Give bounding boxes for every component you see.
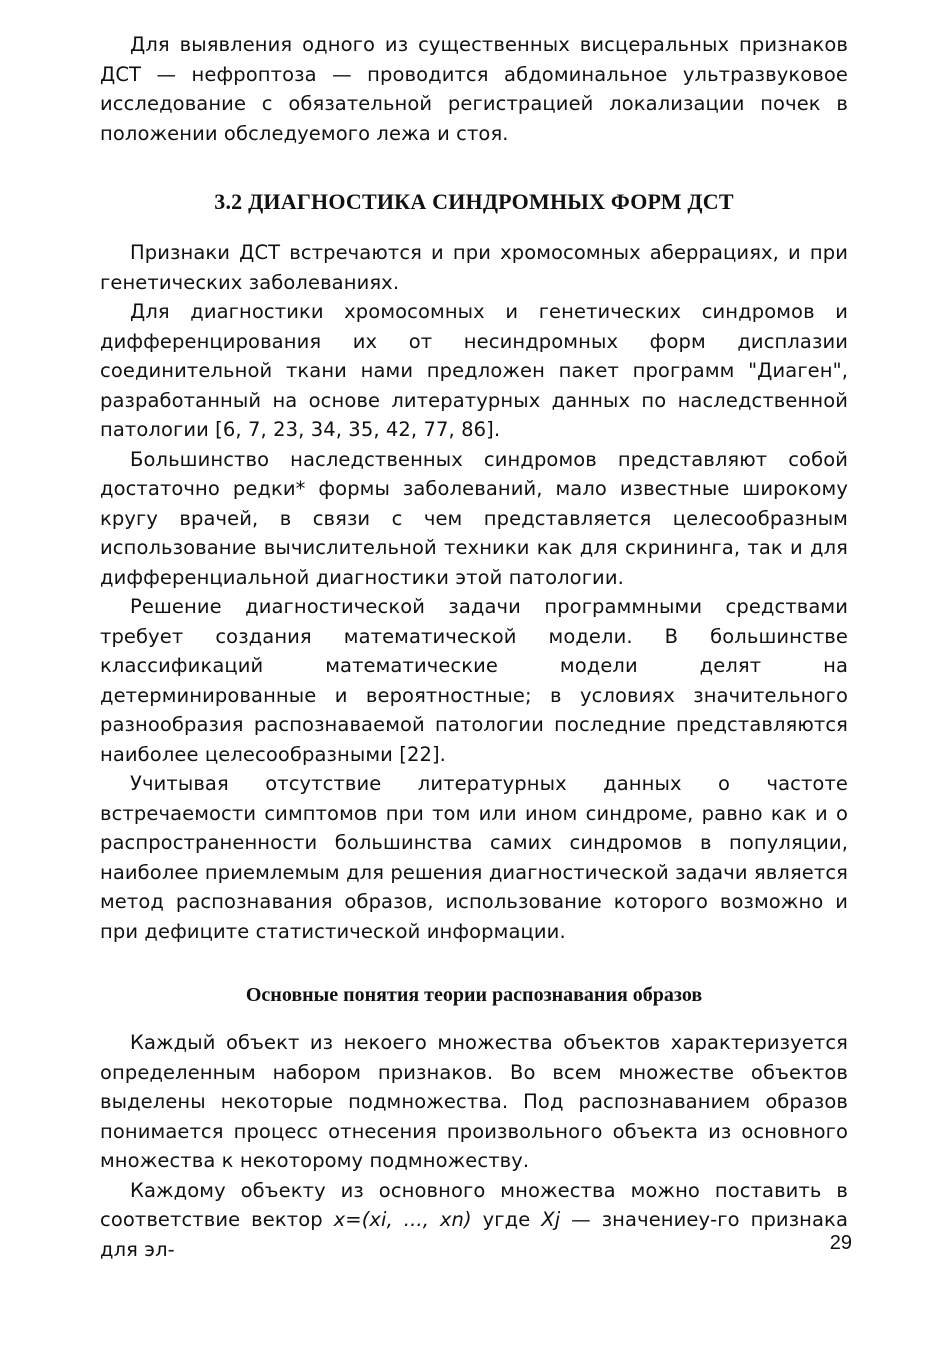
paragraph: Для диагностики хромосомных и генетических синдромов и дифференцирования их от несиндромных форм дисплазии соединительной ткани нами предложен пакет программ "Диаген", разработанный на основе литературных данных по наследственной патологии [6, 7, 23, 34, 35, 42, 77, 86]. [100,300,848,441]
paragraph-mid: угде [471,1208,542,1231]
paragraph: Большинство наследственных синдромов представляют собой достаточно редки* формы заболеваний, мало известные широкому кругу врачей, в связи с чем представляется целесообразным использование вычислительной техники как для скрининга, так и для дифференциальной диагностики этой патологии. [100,447,848,589]
paragraph: Каждый объект из некоего множества объектов характеризуется определенным набором признаков. Во всем множестве объектов выделены некоторые подмножества. Под распознаванием образов понимается процесс отнесения произвольного объекта из основного множества к некоторому подмножеству. [100,1031,848,1172]
section-heading: 3.2 ДИАГНОСТИКА СИНДРОМНЫХ ФОРМ ДСТ [214,189,734,214]
subsection-heading: Основные понятия теории распознавания образов [245,984,703,1006]
text-column [100,30,848,1264]
component-symbol: Xj [541,1208,561,1231]
paragraph-nephroptosis: Для выявления одного из существенных висцеральных признаков ДСТ — нефроптоза — проводится абдоминальное ультразвуковое исследование с обязательной регистрацией локализации почек в положении обследуемого лежа и стоя. [100,33,848,145]
paragraph-vector [100,1176,848,1265]
page-number: 29 [829,1232,852,1254]
paragraph-lead: Каждому объекту из основного множества можно поставить в соответствие вектор [100,1178,848,1231]
paragraph: Признаки ДСТ встречаются и при хромосомных аберрациях, и при генетических заболеваниях. [100,241,848,294]
paragraph-tail: — значениеу-го признака для эл- [100,1208,848,1261]
paragraph: Учитывая отсутствие литературных данных о частоте встречаемости симптомов при том или ином синдроме, равно как и о распространенности большинства самих синдромов в популяции, наиболее приемлемым для решения диагностической задачи является метод распознавания образов, использование которого возможно и при дефиците статистической информации. [100,772,848,943]
paragraph: Решение диагностической задачи программными средствами требует создания математической модели. В большинстве классификаций математические модели делят на детерминированные и вероятностные; в условиях значительного разнообразия распознаваемой патологии последние представляются наиболее целесообразными [22]. [100,595,848,766]
vector-formula: x=(xi, ..., xn) [333,1208,472,1231]
